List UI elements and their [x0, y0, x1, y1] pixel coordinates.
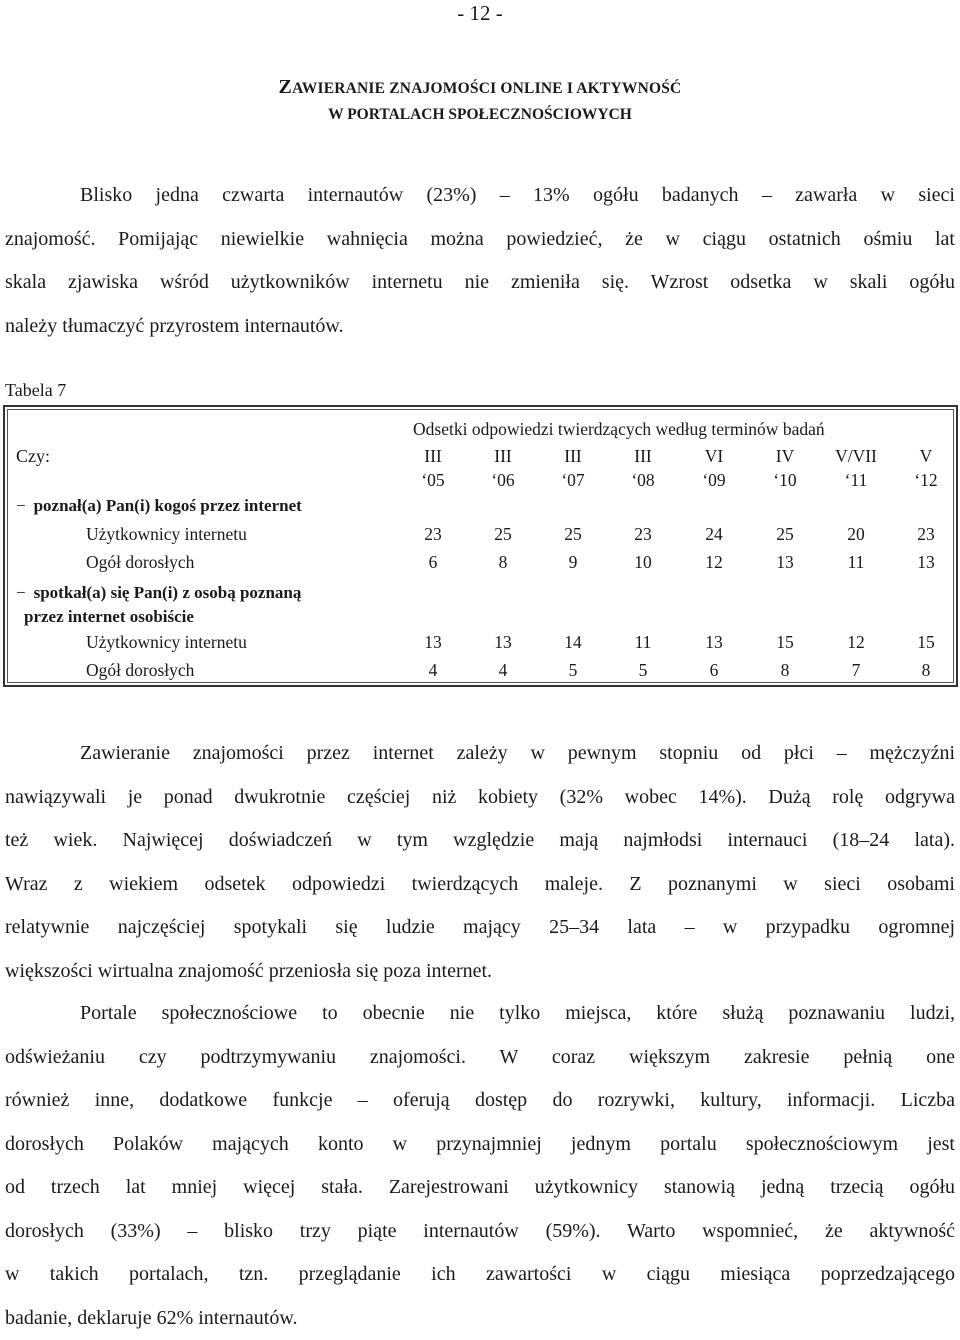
table-cell: 13	[891, 552, 960, 573]
paragraph-line: Blisko jedna czwarta internautów (23%) – 13% ogółu badanych – zawarła w sieci	[5, 174, 955, 218]
section-title-text: przez internet osobiście	[24, 607, 194, 626]
column-header	[468, 444, 538, 492]
column-header-year: ‘09	[679, 468, 749, 492]
column-header-year: ‘05	[398, 468, 468, 492]
paragraph-line: również inne, dodatkowe funkcje – oferują dostęp do rozrywki, kultury, informacji. Liczba	[5, 1079, 955, 1123]
column-header	[750, 444, 820, 492]
paragraph-social-portals	[5, 992, 955, 1340]
paragraph-line: należy tłumaczyć przyrostem internautów.	[5, 305, 955, 349]
section-title-line	[16, 581, 301, 605]
column-header-period: III	[398, 444, 468, 468]
section-heading-line2: W PORTALACH SPOŁECZNOŚCIOWYCH	[0, 106, 960, 124]
column-header-period: V/VII	[821, 444, 891, 468]
table-cell: 25	[750, 524, 820, 545]
paragraph-line: badanie, deklaruje 62% internautów.	[5, 1297, 955, 1340]
table-cell: 8	[891, 660, 960, 681]
table-cell: 20	[821, 524, 891, 545]
table-cell: 24	[679, 524, 749, 545]
section-title	[16, 494, 302, 518]
paragraph-line: skala zjawiska wśród użytkowników internetu nie zmieniła się. Wzrost odsetka w skali ogółu	[5, 261, 955, 305]
column-header	[891, 444, 960, 492]
paragraph-line: znajomość. Pomijając niewielkie wahnięcia można powiedzieć, że w ciągu ostatnich ośmiu lat	[5, 218, 955, 262]
paragraph-intro	[5, 174, 955, 348]
paragraph-line: też wiek. Najwięcej doświadczeń w tym względzie mają najmłodsi internauci (18–24 lata).	[5, 819, 955, 863]
table-cell: 12	[679, 552, 749, 573]
paragraph-line: Portale społecznościowe to obecnie nie tylko miejsca, które służą poznawaniu ludzi,	[5, 992, 955, 1036]
table-cell: 9	[538, 552, 608, 573]
paragraph-line: odświeżaniu czy podtrzymywaniu znajomości. W coraz większym zakresie pełnią one	[5, 1036, 955, 1080]
column-header-year: ‘08	[608, 468, 678, 492]
column-header	[608, 444, 678, 492]
paragraph-line: dorosłych Polaków mających konto w przynajmniej jednym portalu społecznościowym jest	[5, 1123, 955, 1167]
table-cell: 23	[398, 524, 468, 545]
column-header-period: IV	[750, 444, 820, 468]
table-cell: 25	[538, 524, 608, 545]
paragraph-line: od trzech lat mniej więcej stała. Zarejestrowani użytkownicy stanowią jedną trzecią ogółu	[5, 1166, 955, 1210]
paragraph-line: w takich portalach, tzn. przeglądanie ich zawartości w ciągu miesiąca poprzedzającego	[5, 1253, 955, 1297]
table-cell: 13	[398, 632, 468, 653]
table-cell: 25	[468, 524, 538, 545]
column-header-year: ‘07	[538, 468, 608, 492]
table-cell: 7	[821, 660, 891, 681]
table-cell: 6	[679, 660, 749, 681]
column-header-period: V	[891, 444, 960, 468]
column-header-period: VI	[679, 444, 749, 468]
table-label: Tabela 7	[5, 380, 66, 401]
column-header	[679, 444, 749, 492]
column-header-period: III	[468, 444, 538, 468]
column-header-year: ‘06	[468, 468, 538, 492]
table-span-header: Odsetki odpowiedzi twierdzących według terminów badań	[413, 419, 825, 440]
row-label: Ogół dorosłych	[86, 552, 194, 573]
bullet-dash: −	[16, 496, 26, 515]
section-title-line	[16, 494, 302, 518]
table-cell: 12	[821, 632, 891, 653]
paragraph-line: dorosłych (33%) – blisko trzy piąte internautów (59%). Warto wspomnieć, że aktywność	[5, 1210, 955, 1254]
table-cell: 15	[891, 632, 960, 653]
bullet-dash: −	[16, 583, 26, 602]
table-cell: 5	[538, 660, 608, 681]
section-title	[16, 581, 301, 629]
table-cell: 8	[468, 552, 538, 573]
row-label: Użytkownicy internetu	[86, 524, 247, 545]
section-heading-line1	[0, 76, 960, 99]
table-cell: 14	[538, 632, 608, 653]
heading-rest: AWIERANIE ZNAJOMOŚCI ONLINE I AKTYWNOŚĆ	[292, 80, 681, 97]
column-header	[538, 444, 608, 492]
table-cell: 4	[398, 660, 468, 681]
table-cell: 13	[468, 632, 538, 653]
section-title-line	[16, 605, 301, 629]
column-header-year: ‘12	[891, 468, 960, 492]
table-cell: 13	[679, 632, 749, 653]
table-cell: 4	[468, 660, 538, 681]
table-cell: 11	[608, 632, 678, 653]
section-title-text: poznał(a) Pan(i) kogoś przez internet	[34, 496, 302, 515]
column-header-period: III	[608, 444, 678, 468]
column-header-period: III	[538, 444, 608, 468]
paragraph-gender-age	[5, 732, 955, 993]
table-cell: 8	[750, 660, 820, 681]
section-title-text: spotkał(a) się Pan(i) z osobą poznaną	[34, 583, 302, 602]
table-cell: 10	[608, 552, 678, 573]
table-question: Czy:	[16, 446, 50, 467]
column-header	[821, 444, 891, 492]
heading-initial: Z	[279, 76, 293, 98]
column-header-year: ‘11	[821, 468, 891, 492]
table-cell: 6	[398, 552, 468, 573]
paragraph-line: relatywnie najczęściej spotykali się ludzie mający 25–34 lata – w przypadku ogromnej	[5, 906, 955, 950]
paragraph-line: Wraz z wiekiem odsetek odpowiedzi twierdzących maleje. Z poznanymi w sieci osobami	[5, 863, 955, 907]
table-cell: 11	[821, 552, 891, 573]
page-number: - 12 -	[0, 0, 960, 26]
table-cell: 23	[891, 524, 960, 545]
column-header-year: ‘10	[750, 468, 820, 492]
table-cell: 23	[608, 524, 678, 545]
table-cell: 13	[750, 552, 820, 573]
paragraph-line: większości wirtualna znajomość przeniosła się poza internet.	[5, 950, 955, 994]
data-table	[3, 405, 958, 687]
row-label: Użytkownicy internetu	[86, 632, 247, 653]
paragraph-line: nawiązywali je ponad dwukrotnie częściej niż kobiety (32% wobec 14%). Dużą rolę odgrywa	[5, 776, 955, 820]
row-label: Ogół dorosłych	[86, 660, 194, 681]
table-cell: 15	[750, 632, 820, 653]
paragraph-line: Zawieranie znajomości przez internet zależy w pewnym stopniu od płci – mężczyźni	[5, 732, 955, 776]
column-header	[398, 444, 468, 492]
table-cell: 5	[608, 660, 678, 681]
